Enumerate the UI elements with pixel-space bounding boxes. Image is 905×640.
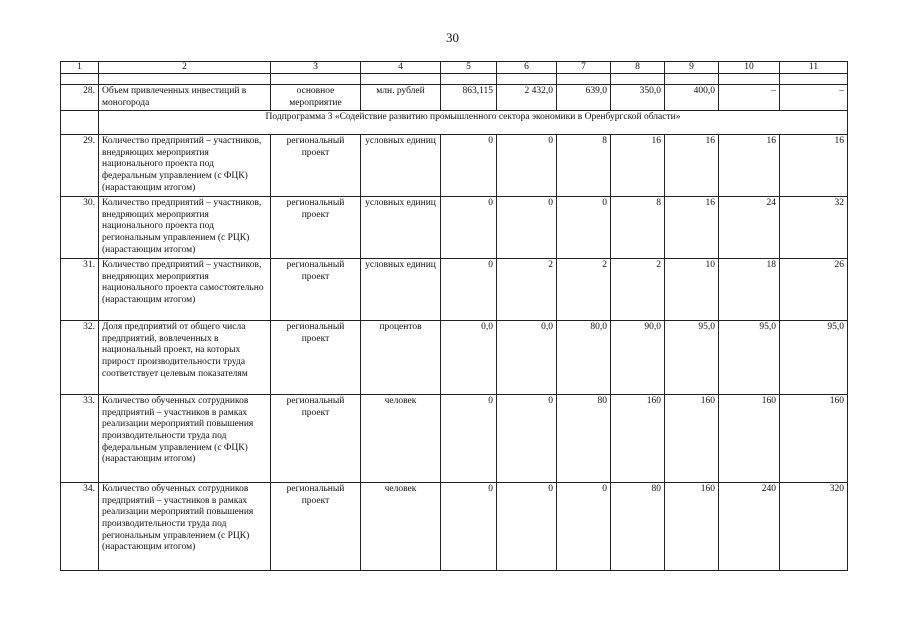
value-cell: 2 [611,259,665,321]
value-cell: 160 [665,483,719,571]
value-cell: 80 [611,483,665,571]
value-cell: 80 [557,395,611,483]
value-cell: 0 [497,197,557,259]
row-number: 33. [61,395,99,483]
value-cell: 90,0 [611,321,665,395]
value-cell: 8 [611,197,665,259]
value-cell: 26 [780,259,848,321]
value-cell: 10 [665,259,719,321]
value-cell: 80,0 [557,321,611,395]
value-cell: 863,115 [441,85,497,111]
table-row [61,85,848,111]
header-cell: 5 [441,62,497,74]
value-cell: 639,0 [557,85,611,111]
indicator-unit: процентов [361,321,441,395]
indicator-name: Доля предприятий от общего числа предприятий, вовлеченных в национальный проект, на которых прирост производительности труда соответствует целевым показателям [99,321,271,395]
indicator-unit: условных единиц [361,197,441,259]
indicator-unit: человек [361,483,441,571]
value-cell: 0,0 [441,321,497,395]
value-cell: 0 [441,259,497,321]
header-cell: 7 [557,62,611,74]
value-cell: 0 [441,395,497,483]
value-cell: 16 [719,135,780,197]
indicator-name: Количество обученных сотрудников предприятий – участников в рамках реализации мероприятий повышения производительности труда под федеральным управлением (с ФЦК) (нарастающим итогом) [99,395,271,483]
value-cell: 18 [719,259,780,321]
value-cell: 16 [665,135,719,197]
table-row [61,135,848,197]
value-cell: 95,0 [780,321,848,395]
value-cell: 350,0 [611,85,665,111]
indicator-type: региональный проект [271,259,361,321]
value-cell: 240 [719,483,780,571]
header-cell: 3 [271,62,361,74]
table-row [61,197,848,259]
table-row [61,395,848,483]
value-cell: 2 [557,259,611,321]
header-cell: 8 [611,62,665,74]
row-number: 30. [61,197,99,259]
value-cell: 0 [497,395,557,483]
value-cell: 2 432,0 [497,85,557,111]
value-cell: 95,0 [665,321,719,395]
indicator-unit: млн. рублей [361,85,441,111]
value-cell: – [719,85,780,111]
value-cell: 0,0 [497,321,557,395]
indicator-name: Количество предприятий – участников, внедряющих мероприятия национального проекта под региональным управлением (с РЦК) (нарастающим итогом) [99,197,271,259]
value-cell: 0 [497,483,557,571]
header-cell: 10 [719,62,780,74]
value-cell: 0 [497,135,557,197]
table-row [61,259,848,321]
header-row [61,62,848,74]
value-cell: 0 [557,197,611,259]
header-cell: 6 [497,62,557,74]
row-number: 29. [61,135,99,197]
value-cell: 400,0 [665,85,719,111]
value-cell: 16 [780,135,848,197]
blank-row [61,74,848,85]
indicator-name: Количество предприятий – участников, внедряющих мероприятия национального проекта под федеральным управлением (с ФЦК) (нарастающим итогом) [99,135,271,197]
indicators-table [60,61,848,571]
header-cell: 11 [780,62,848,74]
table-row [61,483,848,571]
header-cell: 2 [99,62,271,74]
header-cell: 4 [361,62,441,74]
header-cell: 9 [665,62,719,74]
indicator-unit: условных единиц [361,259,441,321]
indicator-name: Объем привлеченных инвестиций в моногорода [99,85,271,111]
value-cell: 16 [665,197,719,259]
indicator-unit: человек [361,395,441,483]
row-number: 28. [61,85,99,111]
value-cell: 320 [780,483,848,571]
indicator-name: Количество обученных сотрудников предприятий – участников в рамках реализации мероприятий повышения производительности труда под региональным управлением (с РЦК) (нарастающим итогом) [99,483,271,571]
header-cell: 1 [61,62,99,74]
value-cell: 2 [497,259,557,321]
value-cell: 24 [719,197,780,259]
subprogram-title: Подпрограмма 3 «Содействие развитию промышленного сектора экономики в Оренбургской области» [99,111,848,135]
table-row [61,321,848,395]
indicator-name: Количество предприятий – участников, внедряющих мероприятия национального проекта самостоятельно (нарастающим итогом) [99,259,271,321]
row-number: 32. [61,321,99,395]
page-number: 30 [446,30,459,45]
value-cell: 8 [557,135,611,197]
row-number: 31. [61,259,99,321]
indicator-unit: условных единиц [361,135,441,197]
value-cell: 0 [441,135,497,197]
indicator-type: региональный проект [271,135,361,197]
indicator-type: региональный проект [271,321,361,395]
indicator-type: основное мероприятие [271,85,361,111]
value-cell: 16 [611,135,665,197]
indicator-type: региональный проект [271,197,361,259]
row-number: 34. [61,483,99,571]
value-cell: 160 [780,395,848,483]
value-cell: 160 [611,395,665,483]
value-cell: 160 [719,395,780,483]
value-cell: 32 [780,197,848,259]
value-cell: – [780,85,848,111]
indicator-type: региональный проект [271,483,361,571]
subprogram-row [61,111,848,135]
value-cell: 95,0 [719,321,780,395]
indicator-type: региональный проект [271,395,361,483]
value-cell: 0 [441,483,497,571]
value-cell: 0 [557,483,611,571]
value-cell: 160 [665,395,719,483]
value-cell: 0 [441,197,497,259]
